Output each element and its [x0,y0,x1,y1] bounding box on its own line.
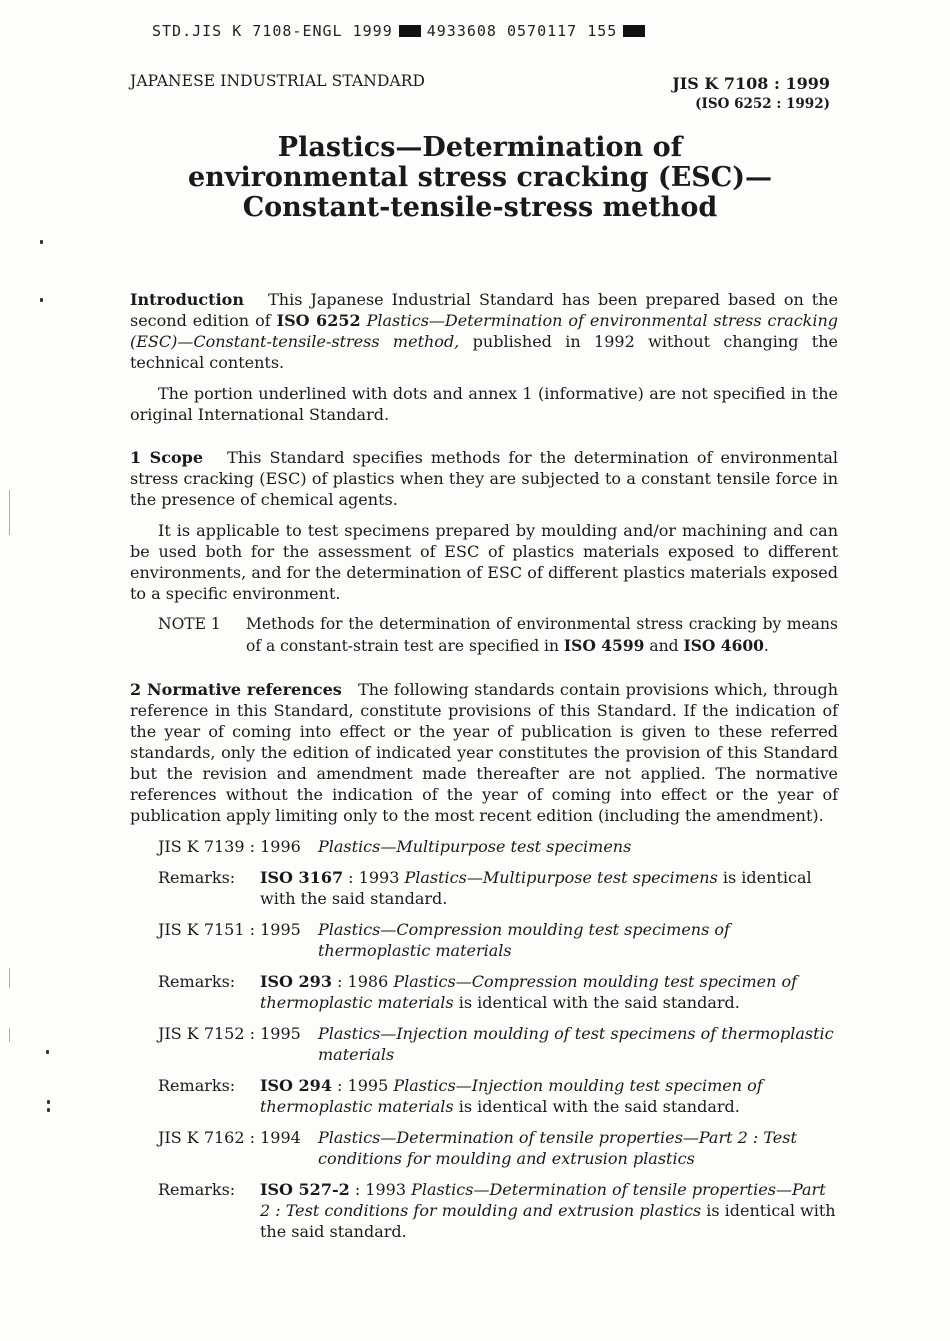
remarks-iso: ISO 3167 [260,868,344,887]
stamp-code: 4933608 0570117 155 [426,22,618,40]
stamp-text: STD.JIS K 7108-ENGL 1999 [152,22,393,40]
introduction-paragraph-2: The portion underlined with dots and annex 1 (informative) are not specified in the original International Standard. [130,384,838,424]
reference-item [130,1023,838,1065]
standard-label: JAPANESE INDUSTRIAL STANDARD [130,72,426,90]
reference-title: Plastics—Compression moulding test specimens of thermoplastic materials [318,920,730,960]
intro-iso-ref: ISO 6252 [276,311,361,330]
remarks-text [260,867,838,909]
remarks-iso-year: : 1995 [337,1076,389,1095]
scope-paragraph [130,447,838,510]
scan-speck [47,1108,50,1112]
scope-heading: 1 Scope [130,448,204,467]
reference-title: Plastics—Determination of tensile properties—Part 2 : Test conditions for moulding and extrusion plastics [318,1128,797,1168]
scan-line [9,490,10,535]
standard-number [672,74,830,114]
normative-paragraph [130,679,838,826]
intro-text-end: published in 1992 without changing the technical contents. [130,332,839,372]
intro-text: This Japanese Industrial Standard has been prepared based on the second edition of [130,290,838,330]
scope-text: This Standard specifies methods for the determination of environmental stress cracking (ESC) of plastics when they are subjected to a constant tensile force in the presence of chemical agents. [130,448,838,509]
intro-iso-title: Plastics—Determination of environmental stress cracking (ESC)—Constant-tensile-stress method, [130,311,839,351]
scan-line [9,1028,10,1042]
note-iso-1: ISO 4599 [563,636,645,655]
note-end: . [763,637,769,655]
reference-item [130,836,838,857]
scan-speck [40,298,43,302]
note-label: NOTE 1 [158,615,221,633]
note-and: and [649,637,679,655]
title-line-3: Constant-tensile-stress method [242,192,718,223]
note-text [246,614,838,657]
scan-speck [46,1050,49,1054]
iso-number: (ISO 6252 : 1992) [695,96,830,112]
title-line-2: environmental stress cracking (ESC)— [187,162,773,193]
scan-stamp [152,22,651,40]
introduction-paragraph [130,289,838,373]
reference-standard: JIS K 7162 : 1994 [158,1128,301,1147]
title-line-1: Plastics—Determination of [277,132,683,163]
remarks-iso-year: : 1993 [348,868,400,887]
remarks-item [130,1179,838,1242]
remarks-iso-title: Plastics—Compression moulding test specimen of thermoplastic materials [260,972,798,1012]
note-iso-2: ISO 4600 [683,636,764,655]
remarks-text [260,1179,838,1242]
document-body [130,289,838,1242]
remarks-label: Remarks: [158,972,236,991]
reference-item [130,919,838,961]
remarks-iso: ISO 527-2 [260,1180,350,1199]
reference-standard: JIS K 7139 : 1996 [158,837,301,856]
scan-speck [47,1100,50,1104]
remarks-text [260,1075,838,1117]
remarks-iso-year: : 1986 [337,972,389,991]
scan-line [9,968,10,988]
note-text-body: Methods for the determination of environmental stress cracking by means of a constant-strain test are specified in [246,615,838,655]
remarks-iso-year: : 1993 [354,1180,407,1199]
remarks-identical: is identical with the said standard. [260,1201,836,1241]
reference-standard: JIS K 7152 : 1995 [158,1024,301,1043]
remarks-identical: is identical with the said standard. [458,993,740,1012]
introduction-heading: Introduction [130,290,244,309]
reference-title: Plastics—Multipurpose test specimens [318,837,632,856]
remarks-iso: ISO 294 [260,1076,332,1095]
remarks-iso-title: Plastics—Multipurpose test specimens [404,868,718,887]
scope-paragraph-2: It is applicable to test specimens prepared by moulding and/or machining and can be used both for the assessment of ESC of plastics materials exposed to different environments, and for the determination of ESC of different plastics materials exposed to a specific environment. [130,521,838,603]
stamp-block-1 [399,25,421,37]
reference-item [130,1127,838,1169]
document-title [130,133,830,223]
note-1 [158,614,838,657]
stamp-block-2 [623,25,645,37]
normative-text: The following standards contain provisions which, through reference in this Standard, constitute provisions of this Standard. If the indication of the year of coming into effect or the year of publication is given to these referred standards, only the edition of indicated year constitutes the provision of this Standard but the revision and amendment made thereafter are not applied. The normative references without the indication of the year of coming into effect or the year of publication apply limiting only to the most recent edition (including the amendment). [130,680,838,825]
remarks-identical: is identical with the said standard. [260,868,812,908]
remarks-label: Remarks: [158,1076,236,1095]
remarks-identical: is identical with the said standard. [458,1097,740,1116]
reference-list [130,836,838,1242]
remarks-text [260,971,838,1013]
remarks-item [130,971,838,1013]
remarks-iso-title: Plastics—Injection moulding test specimen of thermoplastic materials [260,1076,763,1116]
remarks-label: Remarks: [158,1180,236,1199]
reference-standard: JIS K 7151 : 1995 [158,920,301,939]
remarks-item [130,867,838,909]
jis-number: JIS K 7108 : 1999 [672,74,830,93]
reference-title: Plastics—Injection moulding of test specimens of thermoplastic materials [318,1024,834,1064]
remarks-label: Remarks: [158,868,236,887]
remarks-iso: ISO 293 [260,972,332,991]
remarks-iso-title: Plastics—Determination of tensile properties—Part 2 : Test conditions for moulding and extrusion plastics [260,1180,826,1220]
scan-speck [40,240,43,244]
normative-heading: 2 Normative references [130,680,342,699]
remarks-item [130,1075,838,1117]
